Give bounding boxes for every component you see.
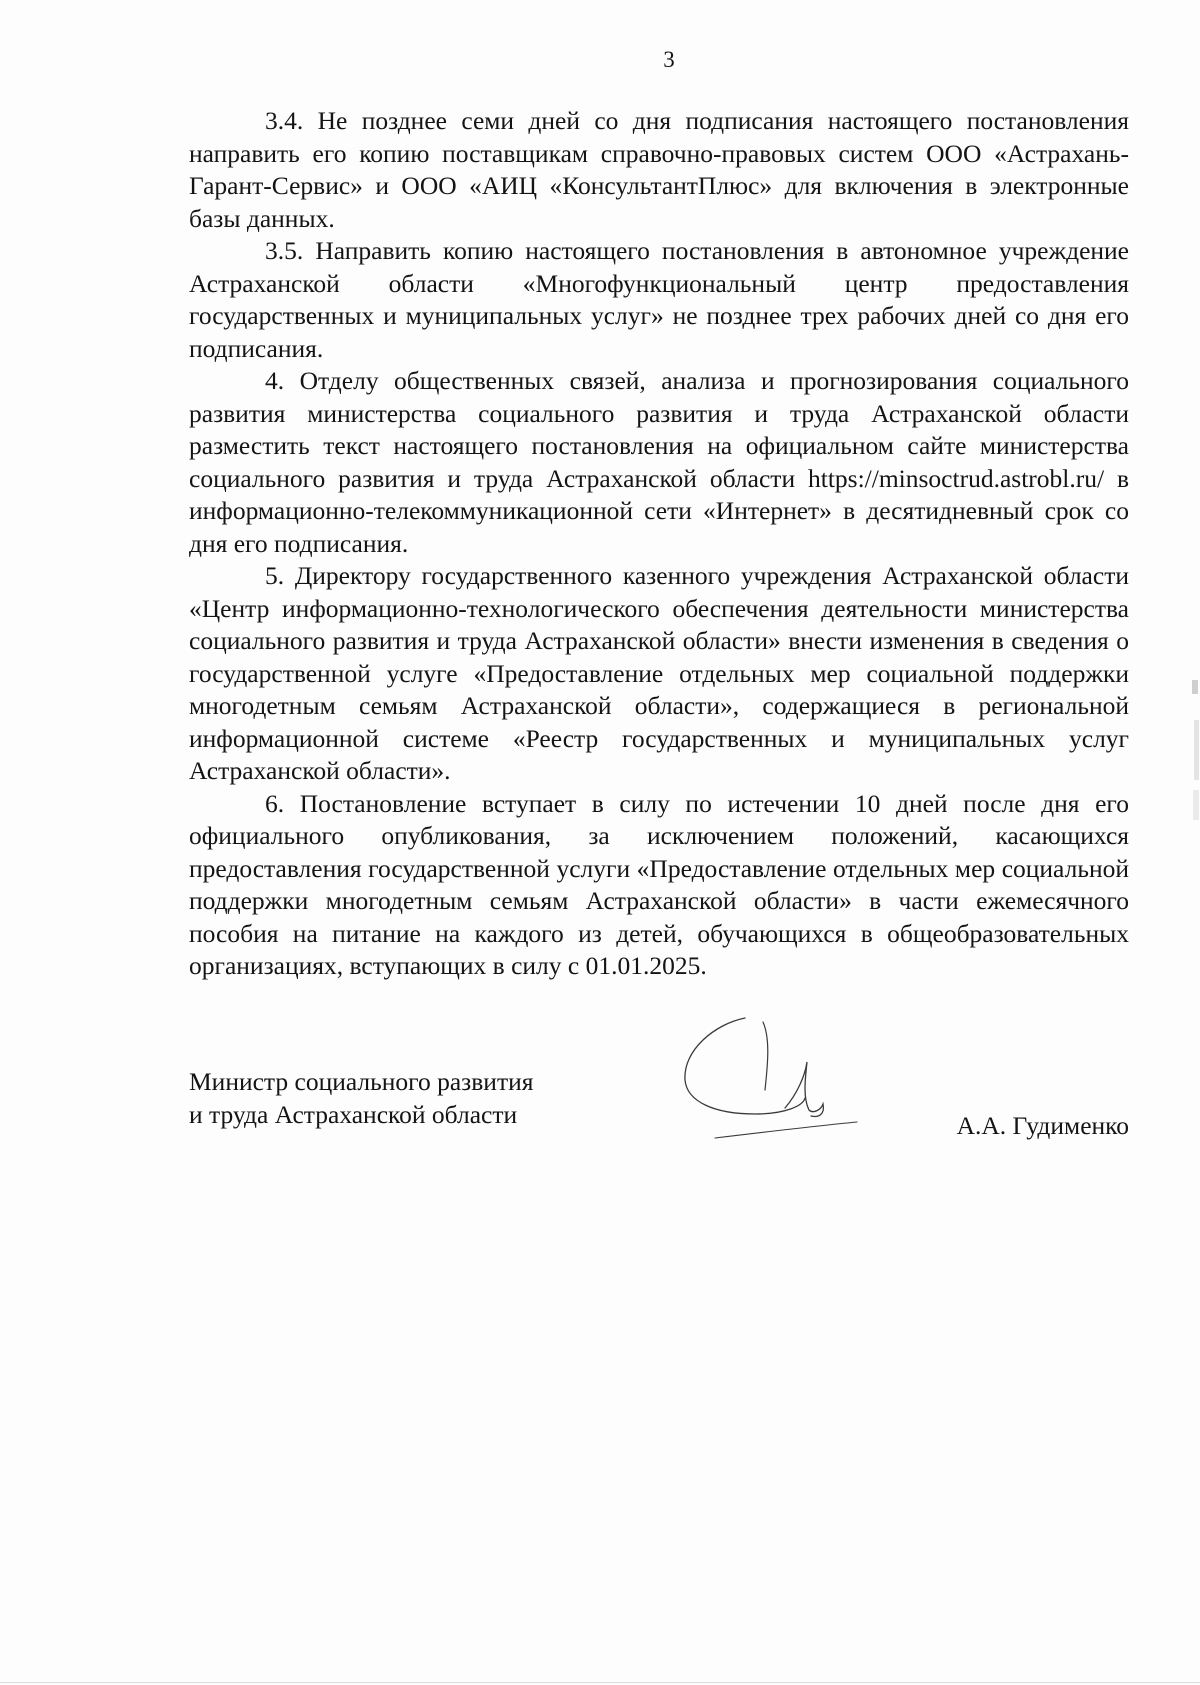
paragraph-4: 4. Отделу общественных связей, анализа и прогнозирования социального развития министерства социального развития и труда Астраханской области разместить текст настоящего постановления на официальном сайте министерства социального развития и труда Астраханской области https://minsoctrud.astrobl.ru/ в информационно-телекоммуникационной сети «Интернет» в десятидневный срок со дня его подписания. (189, 366, 1129, 558)
scan-bottom-edge (0, 1679, 1200, 1685)
signer-name: А.А. Гудименко (956, 1111, 1129, 1140)
paragraph-5: 5. Директору государственного казенного учреждения Астраханской области «Центр информационно-технологического обеспечения деятельности министерства социального развития и труда Астраханской области» внести изменения в сведения о государственной услуге «Предоставление отдельных мер социальной поддержки многодетным семьям Астраханской области», содержащиеся в региональной информационной системе «Реестр государственных и муниципальных услуг Астраханской области». (189, 561, 1129, 785)
signer-title-line-2: и труда Астраханской области (189, 1099, 518, 1129)
paragraph-3-5: 3.5. Направить копию настоящего постановления в автономное учреждение Астраханской области «Многофункциональный центр предоставления государственных и муниципальных услуг» не позднее трех рабочих дней со дня его подписания. (189, 236, 1129, 363)
signer-title-line-1: Министр социального развития (189, 1067, 534, 1096)
signer-title (189, 1066, 533, 1131)
document-body (189, 105, 1129, 983)
paragraph-6: 6. Постановление вступает в силу по истечении 10 дней после дня его официального опубликования, за исключением положений, касающихся предоставления государственной услуги «Предоставление отдельных мер социальной поддержки многодетным семьям Астраханской области» в части ежемесячного пособия на питание на каждого из детей, обучающихся в общеобразовательных организациях, вступающих в силу с 01.01.2025. (189, 788, 1129, 980)
scan-edge-artifact (1190, 640, 1200, 840)
signature-block (189, 1066, 1129, 1156)
paragraph-3-4: 3.4. Не позднее семи дней со дня подписания настоящего постановления направить его копию поставщикам справочно-правовых систем ООО «Астрахань-Гарант-Сервис» и ООО «АИЦ «КонсультантПлюс» для включения в электронные базы данных. (189, 106, 1129, 233)
page-number: 3 (663, 47, 675, 72)
